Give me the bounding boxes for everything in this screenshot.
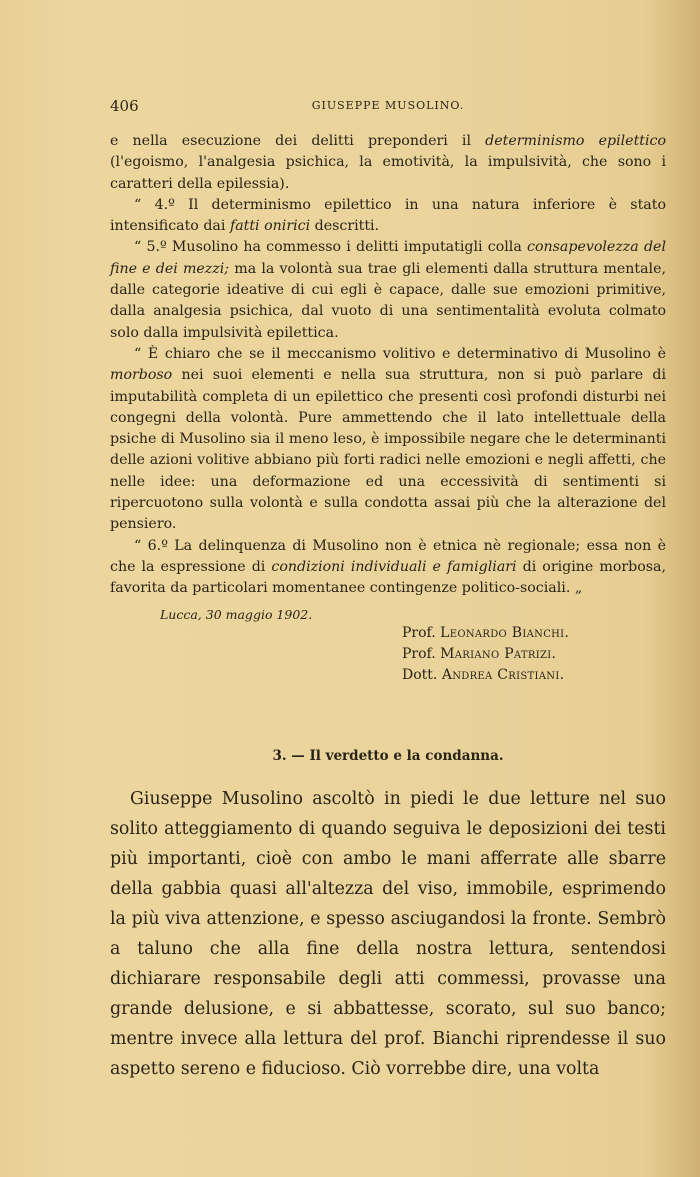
- signoff-date: Lucca, 30 maggio 1902.: [160, 607, 313, 622]
- running-head: [110, 97, 666, 117]
- page-number: 406: [110, 97, 139, 115]
- report-paragraph: “ 6.º La delinquenza di Musolino non è etnica nè regionale; essa non è che la espressione di condizioni individuali e famigliari di origine morbosa, favorita da particolari momentanee contingenze politico-sociali. „: [110, 537, 667, 597]
- signoff: [110, 607, 666, 687]
- section-heading: 3. — Il verdetto e la condanna.: [272, 748, 504, 764]
- section-body: [110, 784, 666, 1084]
- body-paragraph: Giuseppe Musolino ascoltò in piedi le due letture nel suo solito atteggiamento di quando seguiva le deposizioni dei testi più importanti, cioè con ambo le mani afferrate alle sbarre della gabbia quasi all'altezza del viso, immobile, esprimendo la più viva attenzione, e spesso asciugandosi la fronte. Sembrò a taluno che alla fine della nostra lettura, sentendosi dichiarare responsabile degli atti commessi, provasse una grande delusione, e si abbattesse, scorato, sul suo banco; mentre invece alla lettura del prof. Bianchi riprendesse il suo aspetto sereno e fiducioso. Ciò vorrebbe dire, una volta: [110, 789, 666, 1079]
- report-paragraph: “ È chiaro che se il meccanismo volitivo e determinativo di Musolino è morboso nei suoi elementi e nella sua struttura, non si può parlare di imputabilità completa di un epilettico che presenti così profondi disturbi nei congegni della volontà. Pure ammettendo che il lato intellettuale della psiche di Musolino sia il meno leso, è impossibile negare che le determinanti delle azioni volitive abbiano più forti radici nelle emozioni e negli affetti, che nelle idee: una deformazione ed una eccessività di sentimenti si ripercuotono sulla volontà e sulla condotta assai più che la alterazione del pensiero.: [110, 345, 666, 533]
- signer: Prof. Leonardo Bianchi.: [402, 625, 570, 641]
- signers-list: [402, 623, 569, 686]
- report-paragraph: e nella esecuzione dei delitti preponderi il determinismo epilettico (l'egoismo, l'analgesia psichica, la emotività, la impulsività, che sono i caratteri della epilessia).: [110, 133, 666, 192]
- report-paragraph: “ 4.º Il determinismo epilettico in una natura inferiore è stato intensificato dai fatti onirici descritti.: [110, 196, 666, 235]
- signer: Prof. Mariano Patrizi.: [402, 646, 557, 662]
- running-title: GIUSEPPE MUSOLINO.: [311, 99, 465, 112]
- signer: Dott. Andrea Cristiani.: [402, 667, 565, 683]
- report-paragraph: “ 5.º Musolino ha commesso i delitti imputatigli colla consapevolezza del fine e dei mezzi; ma la volontà sua trae gli elementi dalla struttura mentale, dalle categorie ideative di cui egli è capace, dalle sue emozioni primitive, dalla analgesia psichica, dal vuoto di una sentimentalità evoluta colmato solo dalla impulsività epilettica.: [110, 239, 666, 341]
- quoted-report: [110, 131, 666, 600]
